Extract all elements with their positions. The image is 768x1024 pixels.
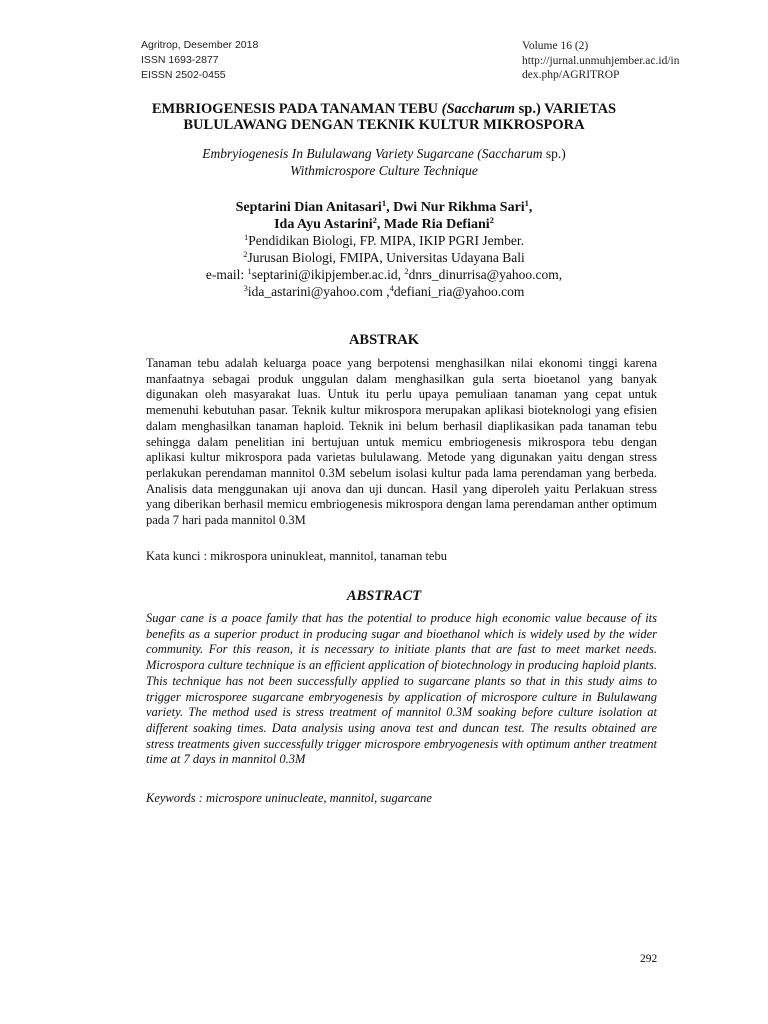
- author-name: Dwi Nur Rikhma Sari: [393, 200, 525, 215]
- author-line-2: Ida Ayu Astarini$^2$, Made Ria Defiani$^2$: [274, 215, 494, 232]
- paper-title: [100, 101, 668, 133]
- english-title-line-2: Withmicrospore Culture Technique: [290, 163, 478, 178]
- email-link[interactable]: dnrs_dinurrisa@yahoo.com,: [408, 267, 563, 282]
- page-number: 292: [640, 953, 658, 965]
- email-link[interactable]: defiani_ria@yahoo.com: [393, 284, 525, 299]
- author-name: Ida Ayu Astarini: [274, 217, 373, 232]
- journal-url-line2: dex.php/AGRITROP: [522, 69, 620, 81]
- author-name: Made Ria Defiani: [383, 217, 490, 232]
- kata-kunci: Kata kunci : mikrospora uninukleat, mannitol, tanaman tebu: [146, 549, 447, 563]
- email-link[interactable]: septarini@ikipjember.ac.id,: [251, 267, 405, 282]
- author-list: [100, 199, 668, 233]
- journal-header-left: [141, 38, 258, 83]
- author-line-1: Septarini Dian Anitasari$^1$, Dwi Nur Rikhma Sari$^1$,: [235, 198, 533, 215]
- english-title: [100, 145, 668, 179]
- affiliations: [100, 232, 668, 300]
- journal-date: Agritrop, Desember 2018: [141, 39, 259, 51]
- abstract-heading: ABSTRACT: [346, 588, 422, 604]
- affiliation-1: $^1$Pendidikan Biologi, FP. MIPA, IKIP PGRI Jember.: [243, 232, 525, 248]
- issn: ISSN 1693-2877: [141, 54, 219, 66]
- journal-header-right: [522, 39, 722, 83]
- email-line-1: e-mail: $^1$septarini@ikipjember.ac.id, $^2$dnrs_dinurrisa@yahoo.com,: [205, 266, 563, 282]
- author-name: Septarini Dian Anitasari: [235, 200, 382, 215]
- english-title-line-1: Embryiogenesis In Bululawang Variety Sugarcane (Saccharum sp.): [202, 146, 566, 161]
- eissn: EISSN 2502-0455: [141, 69, 226, 81]
- abstract-body: Sugar cane is a poace family that has the potential to produce high economic value because of its benefits as a superior product in producing sugar and bioethanol which is widely used by the wider community. For this reason, it is necessary to initiate plants that are fast to meet market needs. Microspora culture technique is an efficient application of biotechnology in producing haploid plants. This technique has not been successfully applied to sugarcane plants so that in this study aims to trigger microsporee sugarcane embryogenesis by application of microspore culture in Bululawang variety. The method used is stress treatment of mannitol 0.3M soaking before culture isolation at different soaking times. Data analysis using anova test and duncan test. The results obtained are stress treatments given successfully trigger microspore embryogenesis with optimum anther treatment time at 7 days in mannitol 0.3M: [146, 611, 657, 767]
- title-line-2: BULULAWANG DENGAN TEKNIK KULTUR MIKROSPORA: [183, 117, 585, 133]
- abstrak-heading: ABSTRAK: [348, 332, 420, 348]
- email-line-2: $^3$ida_astarini@yahoo.com ,$^4$defiani_ria@yahoo.com: [243, 283, 525, 299]
- email-link[interactable]: ida_astarini@yahoo.com ,: [247, 284, 390, 299]
- journal-url-line1: http://jurnal.unmuhjember.ac.id/in: [522, 54, 680, 67]
- abstrak-body: Tanaman tebu adalah keluarga poace yang berpotensi menghasilkan nilai ekonomi tinggi karena manfaatnya sebagai produk unggulan dalam menghasilkan gula serta bioetanol yang banyak digunakan oleh masyarakat luas. Untuk itu perlu upaya pemuliaan tanaman yang cepat untuk memenuhi kebutuhan pasar. Teknik kultur mikrospora merupakan aplikasi bioteknologi yang efisien dalam menghasilkan tanaman haploid. Teknik ini belum berhasil diaplikasikan pada tanaman tebu sehingga dalam penelitian ini bertujuan untuk memicu embriogenesis mikrospora tebu dengan aplikasi kultur mikrospora pada varietas bululawang. Metode yang digunakan yaitu dengan stress perlakukan perendaman mannitol 0.3M sebelum isolasi kultur pada lama perendaman yang berbeda. Analisis data menggunakan uji anova dan uji duncan. Hasil yang diperoleh yaitu Perlakuan stress yang diberikan berhasil memicu embriogenesis mikrospora dengan lama perendaman anther optimum pada 7 hari pada mannitol 0.3M: [146, 356, 657, 528]
- title-line-1: EMBRIOGENESIS PADA TANAMAN TEBU (Saccharum sp.) VARIETAS: [151, 101, 617, 117]
- keywords: Keywords : microspore uninucleate, mannitol, sugarcane: [146, 791, 432, 805]
- affiliation-2: $^2$Jurusan Biologi, FMIPA, Universitas Udayana Bali: [243, 249, 525, 265]
- volume: Volume 16 (2): [522, 40, 589, 52]
